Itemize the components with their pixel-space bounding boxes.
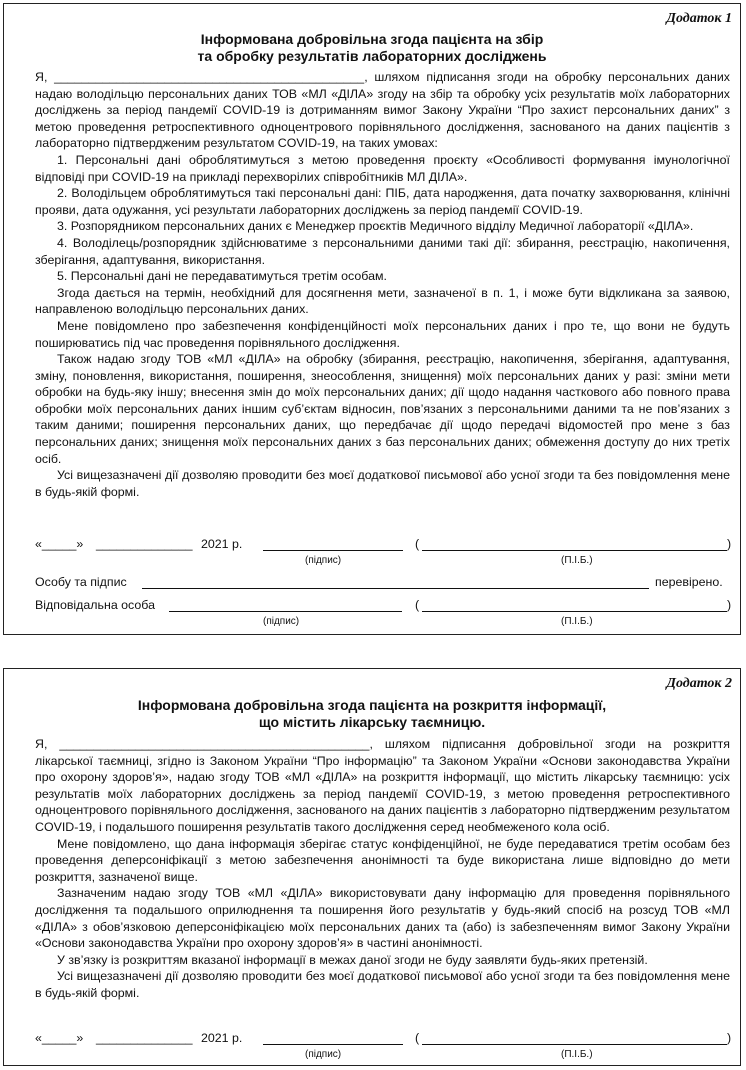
paragraph: Мене повідомлено, що дана інформація зберігає статус конфіденційної, не буде передаватися третім особам без проведення деперсоніфікації з метою забезпечення анонімності та буде використана лише відповідно до мети розкриття, зазначеної вище. bbox=[35, 836, 730, 884]
paragraph: Мене повідомлено про забезпечення конфіденційності моїх персональних даних і про те, що вони не будуть поширюватись під час проведення порівняльного дослідження. bbox=[35, 318, 730, 350]
date-month: ______________ bbox=[96, 1031, 193, 1045]
appendix-1-body bbox=[35, 69, 730, 500]
signature-line[interactable] bbox=[263, 537, 403, 551]
open-paren: ( bbox=[415, 537, 420, 551]
date-day: «_____» bbox=[35, 1031, 84, 1045]
appendix-2-title-line2: що містить лікарську таємницю. bbox=[258, 714, 486, 730]
verify-row bbox=[4, 575, 740, 591]
date-month: ______________ bbox=[96, 537, 193, 551]
paragraph: Усі вищезазначені дії дозволяю проводити без моєї додаткової письмової або усної згоди та без повідомлення мене в будь-якій формі. bbox=[35, 969, 730, 1000]
paragraph: Зазначеним надаю згоду ТОВ «МЛ «ДІЛА» використовувати дану інформацію для проведення порівняльного дослідження та подальшого оприлюднення та поширення його результатів у будь-який спосіб на розсуд ТОВ «МЛ «ДІЛА» з обов’язковою деперсоніфікацією моїх персональних даних та (або) із забезпеченням вимог Закону України «Основи законодавства України про охорону здоров’я» в частині анонімності. bbox=[35, 886, 730, 951]
close-paren: ) bbox=[727, 537, 732, 551]
appendix-1-label: Додаток 1 bbox=[666, 11, 732, 26]
paragraph: 2. Володільцем оброблятимуться такі персональні дані: ПІБ, дата народження, дата початку захворювання, клінічні прояви, дата одужання, усі результати лабораторних досліджень за період пандемії COVID-19. bbox=[35, 186, 730, 217]
signature-row-1 bbox=[4, 537, 740, 553]
paragraph: У зв’язку із розкриттям вказаної інформації в межах даної згоди не буду заявляти будь-яких претензій. bbox=[57, 952, 648, 967]
paragraph: Я, _____________________________________________, шляхом підписання добровільної згоди на розкриття лікарської таємниці, згідно із Законом України “Про інформацію” та Законом України «Основи законодавства України про охорону здоров’я», надаю згоду ТОВ «МЛ «ДІЛА» на розкриття інформації, що містить лікарську таємницю: усіх результатів моїх лабораторних досліджень за період пандемії COVID-19, з метою проведення ретроспективного одноцентрового порівняльного дослідження, заснованого на даних пацієнтів з лабораторно підтвердженим результатом COVID-19, і подальшого поширення результатів такого дослідження серед необмеженого кола осіб. bbox=[35, 737, 730, 834]
signature-caption: (підпис) bbox=[305, 555, 342, 566]
appendix-2-label: Додаток 2 bbox=[666, 676, 732, 691]
appendix-1-frame bbox=[3, 3, 741, 635]
open-paren: ( bbox=[415, 1031, 420, 1045]
verified-text: перевірено. bbox=[655, 575, 723, 589]
close-paren: ) bbox=[727, 598, 732, 612]
verify-label: Особу та підпис bbox=[35, 575, 127, 589]
paragraph: 1. Персональні дані оброблятимуться з метою проведення проєкту «Особливості формування імунологічної відповіді при COVID-19 на прикладі перехворілих співробітників МЛ ДІЛА». bbox=[35, 152, 730, 184]
appendix-1-title-line1: Інформована добровільна згода пацієнта на збір bbox=[200, 31, 544, 47]
close-paren: ) bbox=[727, 1031, 732, 1045]
verify-line[interactable] bbox=[142, 575, 649, 589]
full-name-line[interactable] bbox=[422, 1031, 727, 1045]
signature-caption: (підпис) bbox=[305, 1049, 342, 1060]
paragraph: Також надаю згоду ТОВ «МЛ «ДІЛА» на обробку (збирання, реєстрацію, накопичення, зберігання, адаптування, зміну, поновлення, використання, поширення, знеособлення, знищення) моїх персональних даних у разі: зміни мети обробки на будь-яку іншу; внесення змін до моїх персональних даних; дії щодо надання часткового або повного права обробки моїх персональних даних іншим суб’єктам відносин, пов’язаних з персональними даними та не пов’язаних з таким даними; поширення персональних даних, що передбачає дії щодо передачі відомостей про мене з баз персональних даних; знищення моїх персональних даних з баз персональних даних; обмеження доступу до них третіх осіб. bbox=[35, 352, 730, 466]
year: 2021 р. bbox=[201, 537, 243, 551]
responsible-row bbox=[4, 598, 740, 614]
appendix-2-frame bbox=[3, 668, 741, 1066]
name-caption: (П.І.Б.) bbox=[561, 1049, 593, 1060]
paragraph: Усі вищезазначені дії дозволяю проводити без моєї додаткової письмової або усної згоди та без повідомлення мене в будь-якій формі. bbox=[35, 468, 730, 499]
responsible-name-line[interactable] bbox=[422, 598, 727, 612]
appendix-2-body bbox=[35, 736, 730, 1002]
paragraph: Згода дається на термін, необхідний для досягнення мети, зазначеної в п. 1, і може бути відкликана за заявою, направленою володільцю персональних даних. bbox=[35, 285, 730, 317]
paragraph: 4. Володілець/розпорядник здійснюватиме з персональними даними такі дії: збирання, реєстрацію, накопичення, зберігання, адаптування, використання. bbox=[35, 235, 730, 267]
date-day: «_____» bbox=[35, 537, 84, 551]
name-caption: (П.І.Б.) bbox=[561, 555, 593, 566]
signature-caption: (підпис) bbox=[263, 616, 300, 627]
appendix-2-title-line1: Інформована добровільна згода пацієнта на розкриття інформації, bbox=[137, 697, 607, 713]
open-paren: ( bbox=[415, 598, 420, 612]
paragraph: Я, _____________________________________________, шляхом підписання згоди на обробку персональних даних надаю володільцю персональних даних ТОВ «МЛ «ДІЛА» згоду на збір та обробку усіх результатів моїх лабораторних досліджень за період пандемії COVID-19 із дотриманням вимог Закону України “Про захист персональних даних” з метою проведення ретроспективного одноцентрового порівняльного дослідження, заснованого на даних пацієнтів з лабораторно підтвердженим результатом COVID-19, на таких умовах: bbox=[35, 70, 730, 151]
name-caption: (П.І.Б.) bbox=[561, 616, 593, 627]
full-name-line[interactable] bbox=[422, 537, 727, 551]
appendix-1-title-line2: та обробку результатів лабораторних досліджень bbox=[197, 48, 547, 64]
signature-line[interactable] bbox=[263, 1031, 403, 1045]
year: 2021 р. bbox=[201, 1031, 243, 1045]
responsible-signature-line[interactable] bbox=[169, 598, 402, 612]
responsible-label: Відповідальна особа bbox=[35, 598, 155, 612]
signature-row-2 bbox=[4, 1031, 740, 1047]
paragraph: 5. Персональні дані не передаватимуться третім особам. bbox=[57, 269, 387, 284]
paragraph: 3. Розпорядником персональних даних є Менеджер проєктів Медичного відділу Медичної лабораторії «ДІЛА». bbox=[57, 219, 694, 234]
